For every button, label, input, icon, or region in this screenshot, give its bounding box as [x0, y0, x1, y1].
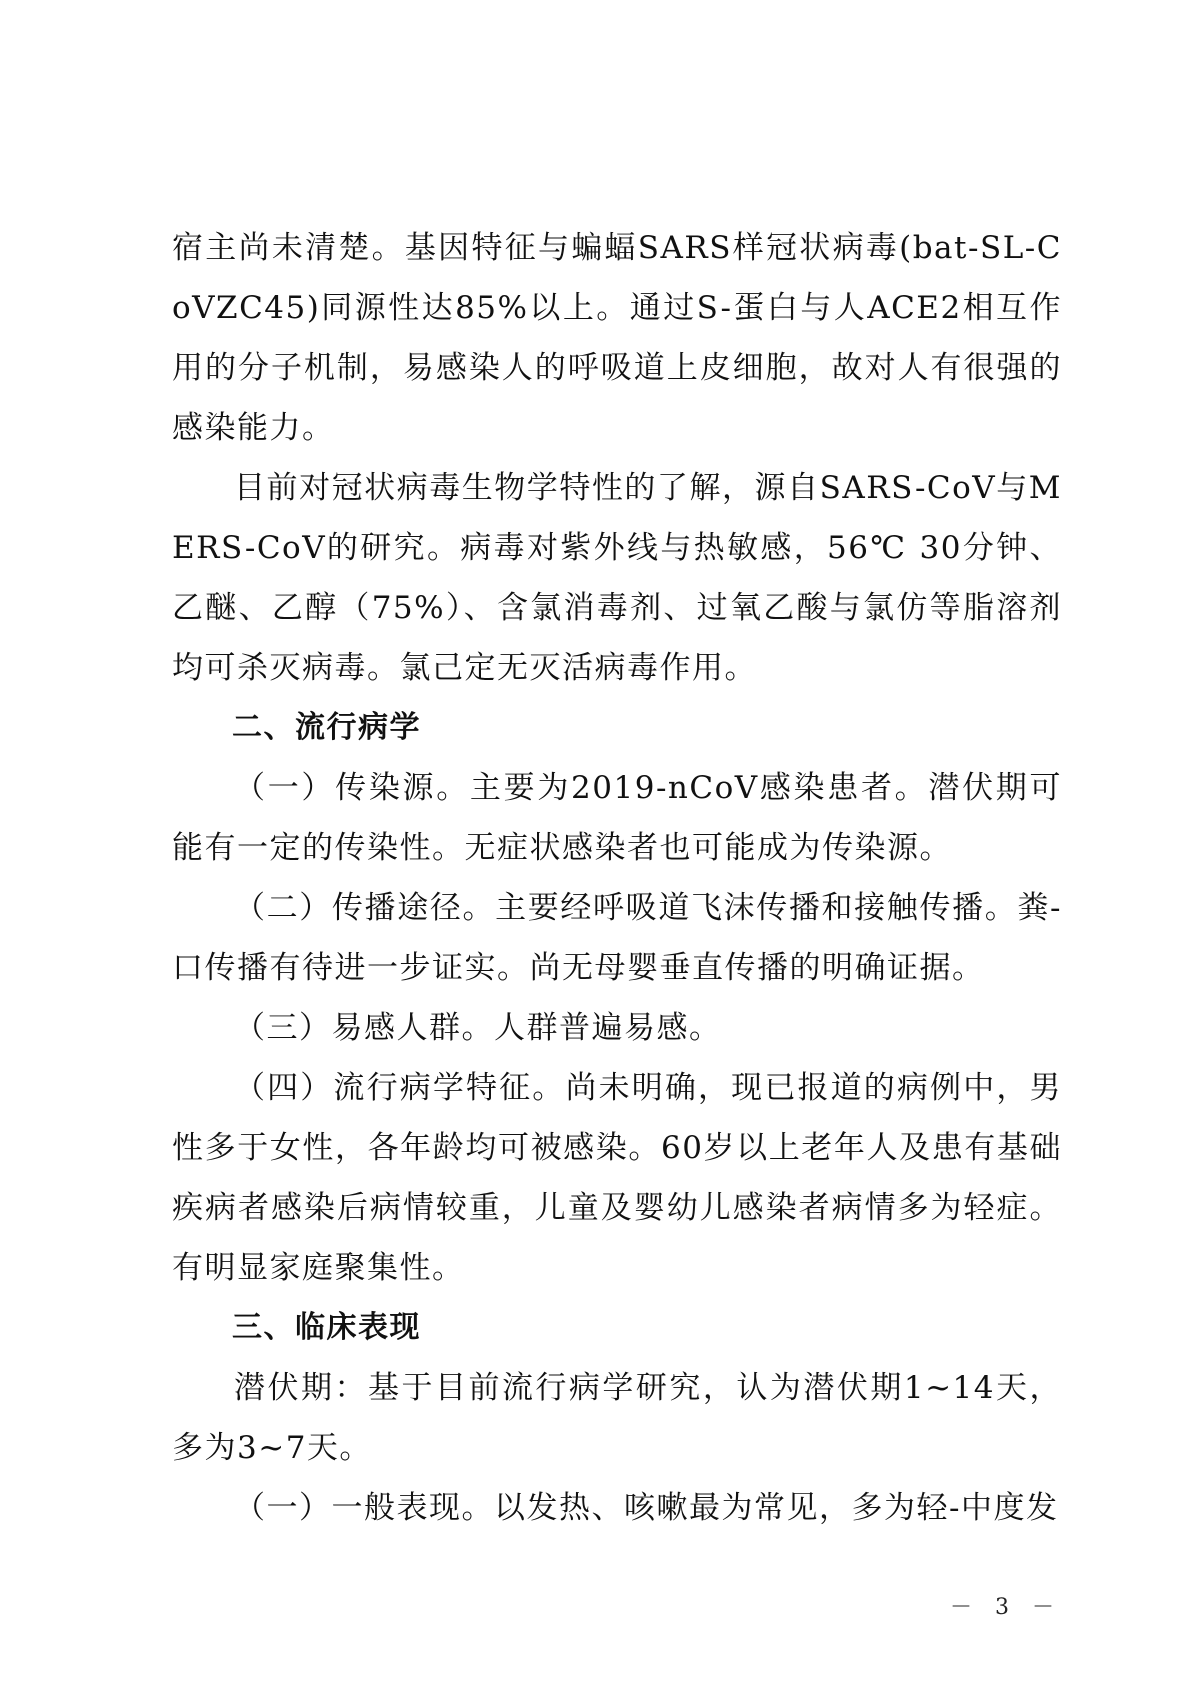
paragraph-biological-properties: 目前对冠状病毒生物学特性的了解，源自SARS-CoV与MERS-CoV的研究。病毒对紫外线与热敏感，56℃ 30分钟、乙醚、乙醇（75%）、含氯消毒剂、过氧乙酸与氯仿等脂溶剂均可杀灭病毒。氯己定无灭活病毒作用。 — [172, 470, 1062, 686]
paragraph-general-symptoms: （一）一般表现。以发热、咳嗽最为常见，多为轻-中度发 — [234, 1490, 1059, 1526]
paragraph-epidemiological-features: （四）流行病学特征。尚未明确，现已报道的病例中，男性多于女性，各年龄均可被感染。60岁以上老年人及患有基础疾病者感染后病情较重，儿童及婴幼儿感染者病情多为轻症。有明显家庭聚集性。 — [172, 1070, 1062, 1286]
paragraph-incubation-period: 潜伏期：基于目前流行病学研究，认为潜伏期1~14天，多为3~7天。 — [172, 1370, 1062, 1466]
section-heading-clinical-manifestations: 三、临床表现 — [232, 1310, 421, 1345]
paragraph-infection-source: （一）传染源。主要为2019-nCoV感染患者。潜伏期可能有一定的传染性。无症状感染者也可能成为传染源。 — [172, 770, 1062, 866]
paragraph-transmission-route: （二）传播途径。主要经呼吸道飞沫传播和接触传播。粪-口传播有待进一步证实。尚无母婴垂直传播的明确证据。 — [172, 890, 1062, 986]
paragraph-virus-host: 宿主尚未清楚。基因特征与蝙蝠SARS样冠状病毒(bat-SL-CoVZC45)同源性达85%以上。通过S-蛋白与人ACE2相互作用的分子机制，易感染人的呼吸道上皮细胞，故对人有很强的感染能力。 — [172, 230, 1062, 446]
section-heading-epidemiology: 二、流行病学 — [232, 710, 421, 745]
paragraph-susceptible-population: （三）易感人群。人群普遍易感。 — [234, 1010, 722, 1046]
document-body — [172, 218, 1062, 1538]
page-number: － 3 － — [950, 1595, 1062, 1620]
